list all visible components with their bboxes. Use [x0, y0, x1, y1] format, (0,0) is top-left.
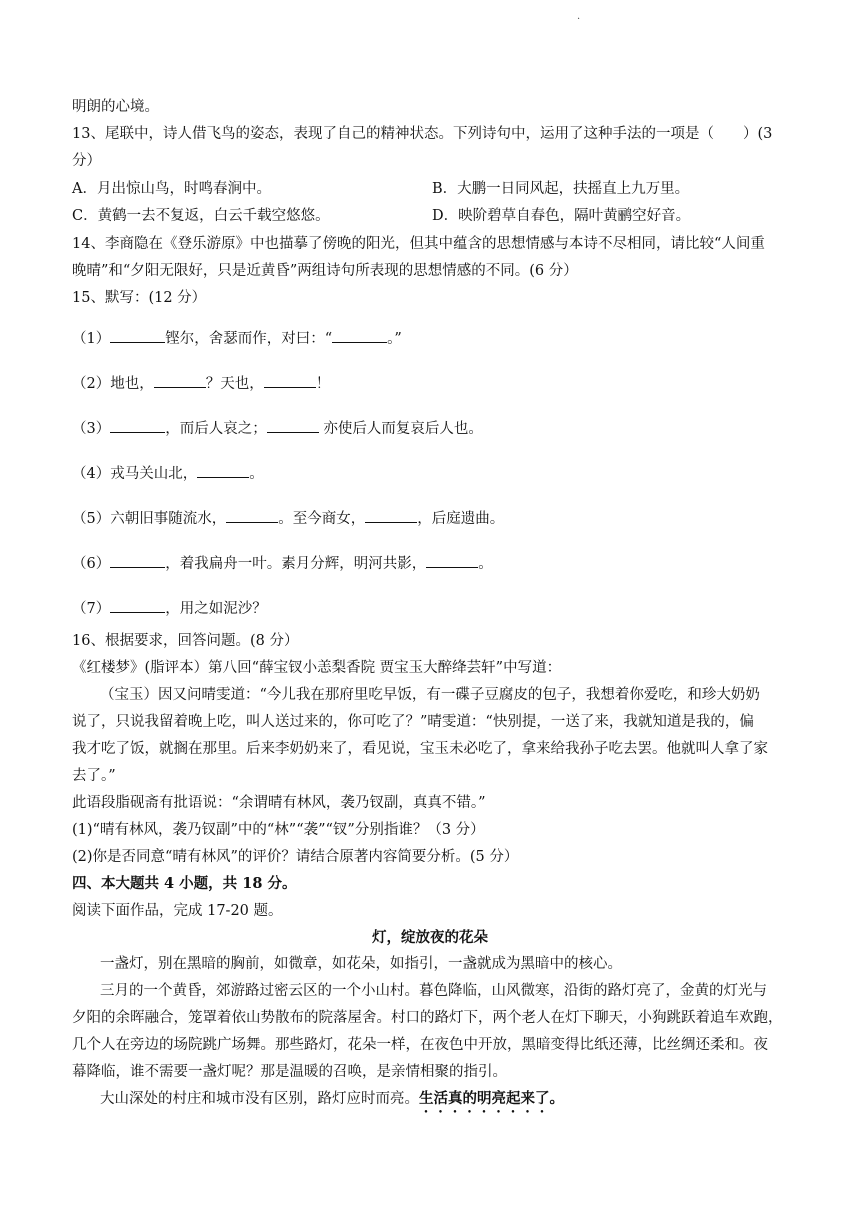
dictation-6 [72, 553, 493, 573]
instruction-line: 阅读下面作品，完成 17-20 题。 [72, 903, 283, 919]
option-d: D．映阶碧草自春色，隔叶黄鹂空好音。 [432, 208, 691, 224]
source-line: 《红楼梦》(脂评本）第八回“薛宝钗小恙梨香院 贾宝玉大醉绛芸轩”中写道： [72, 660, 562, 676]
dictation-text: （2）地也， [72, 376, 154, 392]
dictation-5 [72, 508, 504, 528]
option-a: A．月出惊山鸟，时鸣春涧中。 [72, 181, 271, 197]
dictation-text: ，着我扁舟一叶。素月分辉，明河共影， [165, 556, 427, 572]
option-c: C．黄鹤一去不复返，白云千载空悠悠。 [72, 208, 330, 224]
answer-blank[interactable] [226, 508, 278, 523]
text-line: 晚晴”和“夕阳无限好，只是近黄昏”两组诗句所表现的思想情感的不同。(6 分） [72, 263, 578, 279]
excerpt-line: 我才吃了饭，就搁在那里。后来李奶奶来了，看见说，宝玉未必吃了，拿来给我孙子吃去罢。他就叫人拿了家 [72, 741, 768, 757]
excerpt-line: 说了，只说我留着晚上吃，叫人送过来的，你可吃了？”晴雯道：“快别提，一送了来，我就知道是我的，偏 [72, 714, 754, 730]
dictation-text: 。 [249, 466, 264, 482]
sub-question-2: (2)你是否同意“晴有林风”的评价？请结合原著内容简要分析。(5 分） [72, 849, 519, 865]
article-paragraph [100, 1090, 564, 1116]
article-line: 几个人在旁边的场院跳广场舞。那些路灯，花朵一样，在夜色中开放，黑暗变得比纸还薄，比丝绸还柔和。夜 [72, 1037, 768, 1053]
dictation-7 [72, 598, 267, 618]
answer-blank[interactable] [110, 553, 165, 568]
dictation-text: 亦使后人而复哀后人也。 [318, 421, 483, 437]
dictation-3 [72, 418, 483, 438]
answer-blank[interactable] [110, 328, 165, 343]
dictation-text: ，用之如泥沙？ [165, 601, 267, 617]
dictation-2 [72, 373, 330, 393]
question-16: 16、根据要求，回答问题。(8 分） [72, 633, 299, 649]
answer-blank[interactable] [365, 508, 417, 523]
dictation-text: ！ [315, 376, 331, 392]
dictation-text: （4）戎马关山北， [72, 466, 198, 482]
dictation-prefix: （6） [72, 556, 111, 572]
answer-blank[interactable] [154, 373, 206, 388]
dictation-text: 。至今商女， [278, 511, 366, 527]
answer-blank[interactable] [426, 553, 478, 568]
text-line: 明朗的心境。 [72, 99, 159, 115]
comment-line: 此语段脂砚斋有批语说：“余谓晴有林风，袭乃钗副，真真不错。” [72, 795, 486, 811]
answer-blank[interactable] [264, 373, 316, 388]
dictation-text: （5）六朝旧事随流水， [72, 511, 227, 527]
article-text: 大山深处的村庄和城市没有区别，路灯应时而亮。 [100, 1091, 419, 1107]
excerpt-line: （宝玉）因又问晴雯道：“今儿我在那府里吃早饭，有一碟子豆腐皮的包子，我想着你爱吃，和珍大奶奶 [100, 687, 760, 703]
dictation-prefix: （3） [72, 421, 111, 437]
answer-blank[interactable] [332, 328, 387, 343]
answer-blank[interactable] [197, 463, 249, 478]
excerpt-line: 去了。” [72, 768, 116, 784]
dictation-text: 。” [387, 331, 402, 347]
article-paragraph: 三月的一个黄昏，郊游路过密云区的一个小山村。暮色降临，山风微寒，沿街的路灯亮了，金黄的灯光与 [100, 983, 767, 999]
question-13: 13、尾联中，诗人借飞鸟的姿态，表现了自己的精神状态。下列诗句中，运用了这种手法的一项是（ ）(3 [72, 126, 773, 142]
article-paragraph: 一盏灯，别在黑暗的胸前，如微章，如花朵，如指引，一盏就成为黑暗中的核心。 [100, 956, 622, 972]
option-b: B．大鹏一日同风起，扶摇直上九万里。 [432, 181, 690, 197]
dictation-text: ，而后人哀之； [165, 421, 267, 437]
emphasized-sentence: 生活真的明亮起来了。 [419, 1090, 564, 1107]
question-15: 15、默写：(12 分） [72, 290, 207, 306]
dictation-4 [72, 463, 264, 483]
dictation-text: 铿尔，舍瑟而作，对曰：“ [165, 331, 333, 347]
question-14: 14、李商隐在《登乐游原》中也描摹了傍晚的阳光，但其中蕴含的思想情感与本诗不尽相同，请比较“人间重 [72, 236, 765, 252]
article-line: 幕降临，谁不需要一盏灯呢？那是温暖的召唤，是亲情相聚的指引。 [72, 1064, 507, 1080]
dictation-text: ，后庭遗曲。 [417, 511, 505, 527]
text-line: 分） [72, 153, 101, 169]
dictation-1 [72, 328, 402, 348]
dictation-text: ？天也， [205, 376, 264, 392]
answer-blank[interactable] [267, 418, 319, 433]
answer-blank[interactable] [110, 598, 165, 613]
sub-question-1: (1)“晴有林风，袭乃钗副”中的“林”“袭”“钗”分别指谁？（3 分） [72, 822, 485, 838]
dictation-prefix: （1） [72, 331, 111, 347]
section-heading: 四、本大题共 4 小题，共 18 分。 [72, 875, 297, 892]
answer-blank[interactable] [110, 418, 165, 433]
header-mark: · [577, 14, 581, 25]
dictation-text: 。 [478, 556, 493, 572]
article-title: 灯，绽放夜的花朵 [372, 929, 488, 946]
article-line: 夕阳的余晖融合，笼罩着依山势散布的院落屋舍。村口的路灯下，两个老人在灯下聊天，小狗跳跃着追车欢跑， [72, 1010, 783, 1026]
dictation-prefix: （7） [72, 601, 111, 617]
